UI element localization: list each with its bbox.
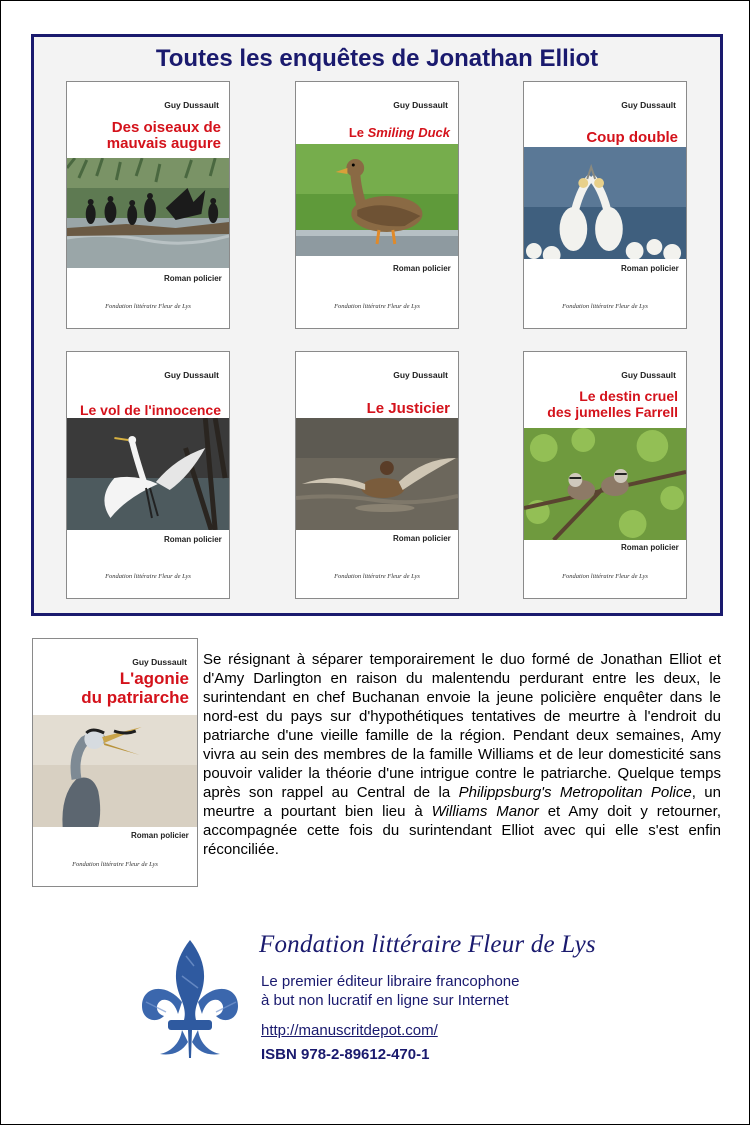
book-cover-4 — [66, 351, 230, 599]
book-genre: Roman policier — [164, 535, 222, 544]
book-cover-1 — [66, 81, 230, 329]
book-title: Coup double — [586, 129, 678, 146]
book-genre: Roman policier — [621, 264, 679, 273]
book-genre: Roman policier — [131, 831, 189, 840]
book-cover-6 — [523, 351, 687, 599]
book-title: Le destin cruel des jumelles Farrell — [547, 388, 678, 420]
book-author: Guy Dussault — [164, 370, 219, 380]
series-title: Toutes les enquêtes de Jonathan Elliot — [155, 45, 599, 72]
book-cover-picture — [33, 715, 197, 827]
book-cover-picture — [524, 428, 686, 540]
book-author: Guy Dussault — [164, 100, 219, 110]
book-title: L'agonie du patriarche — [81, 669, 189, 707]
book-cover-3 — [523, 81, 687, 329]
book-author: Guy Dussault — [393, 100, 448, 110]
publisher-website-link[interactable]: http://manuscritdepot.com/ — [261, 1022, 438, 1039]
book-genre: Roman policier — [621, 543, 679, 552]
book-publisher: Fondation littéraire Fleur de Lys — [72, 861, 158, 868]
book-author: Guy Dussault — [393, 370, 448, 380]
book-author: Guy Dussault — [621, 100, 676, 110]
publisher-description: Le premier éditeur libraire francophone à but non lucratif en ligne sur Internet — [261, 973, 520, 1009]
book-title: Des oiseaux de mauvais augure — [106, 119, 221, 152]
publisher-name: Fondation littéraire Fleur de Lys — [259, 931, 596, 958]
book-genre: Roman policier — [164, 274, 222, 283]
book-cover-picture — [296, 144, 458, 256]
book-publisher: Fondation littéraire Fleur de Lys — [334, 573, 420, 580]
book-cover-picture — [67, 158, 229, 268]
book-author: Guy Dussault — [132, 657, 187, 667]
series-panel — [31, 34, 723, 616]
book-title: Le vol de l'innocence — [79, 402, 221, 418]
book-genre: Roman policier — [393, 534, 451, 543]
book-cover-5 — [295, 351, 459, 599]
featured-book-cover — [32, 638, 198, 887]
synopsis-text: Se résignant à séparer temporairement le duo formé de Jonathan Elliot et d'Amy Darlington en raison du malentendu perdurant entre les deux, le surintendant en chef Buchanan envoie la jeune policière enquêter dans le nord-est du pays sur d'hypothétiques tentatives de meurtre à l'endroit du patriarche d'une vieille famille de la région. Pendant deux semaines, Amy vivra au sein des membres de la famille Williams et de leur domesticité sans pouvoir valider la théorie d'une intrigue contre le patriarche. Quelque temps après son rappel au Central de la Philippsburg's Metropolitan Police, un meurtre a pourtant bien lieu à Williams Manor et Amy doit y retourner, accompagnée cette fois du surintendant Elliot avec qui elle s'est enfin réconciliée. — [203, 651, 721, 858]
book-cover-picture — [67, 418, 229, 530]
book-genre: Roman policier — [393, 264, 451, 273]
book-title: Le Justicier — [366, 400, 450, 417]
book-publisher: Fondation littéraire Fleur de Lys — [562, 303, 648, 310]
book-publisher: Fondation littéraire Fleur de Lys — [562, 573, 648, 580]
book-cover-picture — [524, 147, 686, 259]
isbn-number: ISBN 978-2-89612-470-1 — [261, 1046, 430, 1063]
book-publisher: Fondation littéraire Fleur de Lys — [334, 303, 420, 310]
fleur-de-lys-icon — [136, 936, 244, 1064]
book-cover-2 — [295, 81, 459, 329]
book-publisher: Fondation littéraire Fleur de Lys — [105, 573, 191, 580]
book-title: Le Smiling Duck — [348, 125, 450, 140]
book-author: Guy Dussault — [621, 370, 676, 380]
book-cover-picture — [296, 418, 458, 530]
book-publisher: Fondation littéraire Fleur de Lys — [105, 303, 191, 310]
